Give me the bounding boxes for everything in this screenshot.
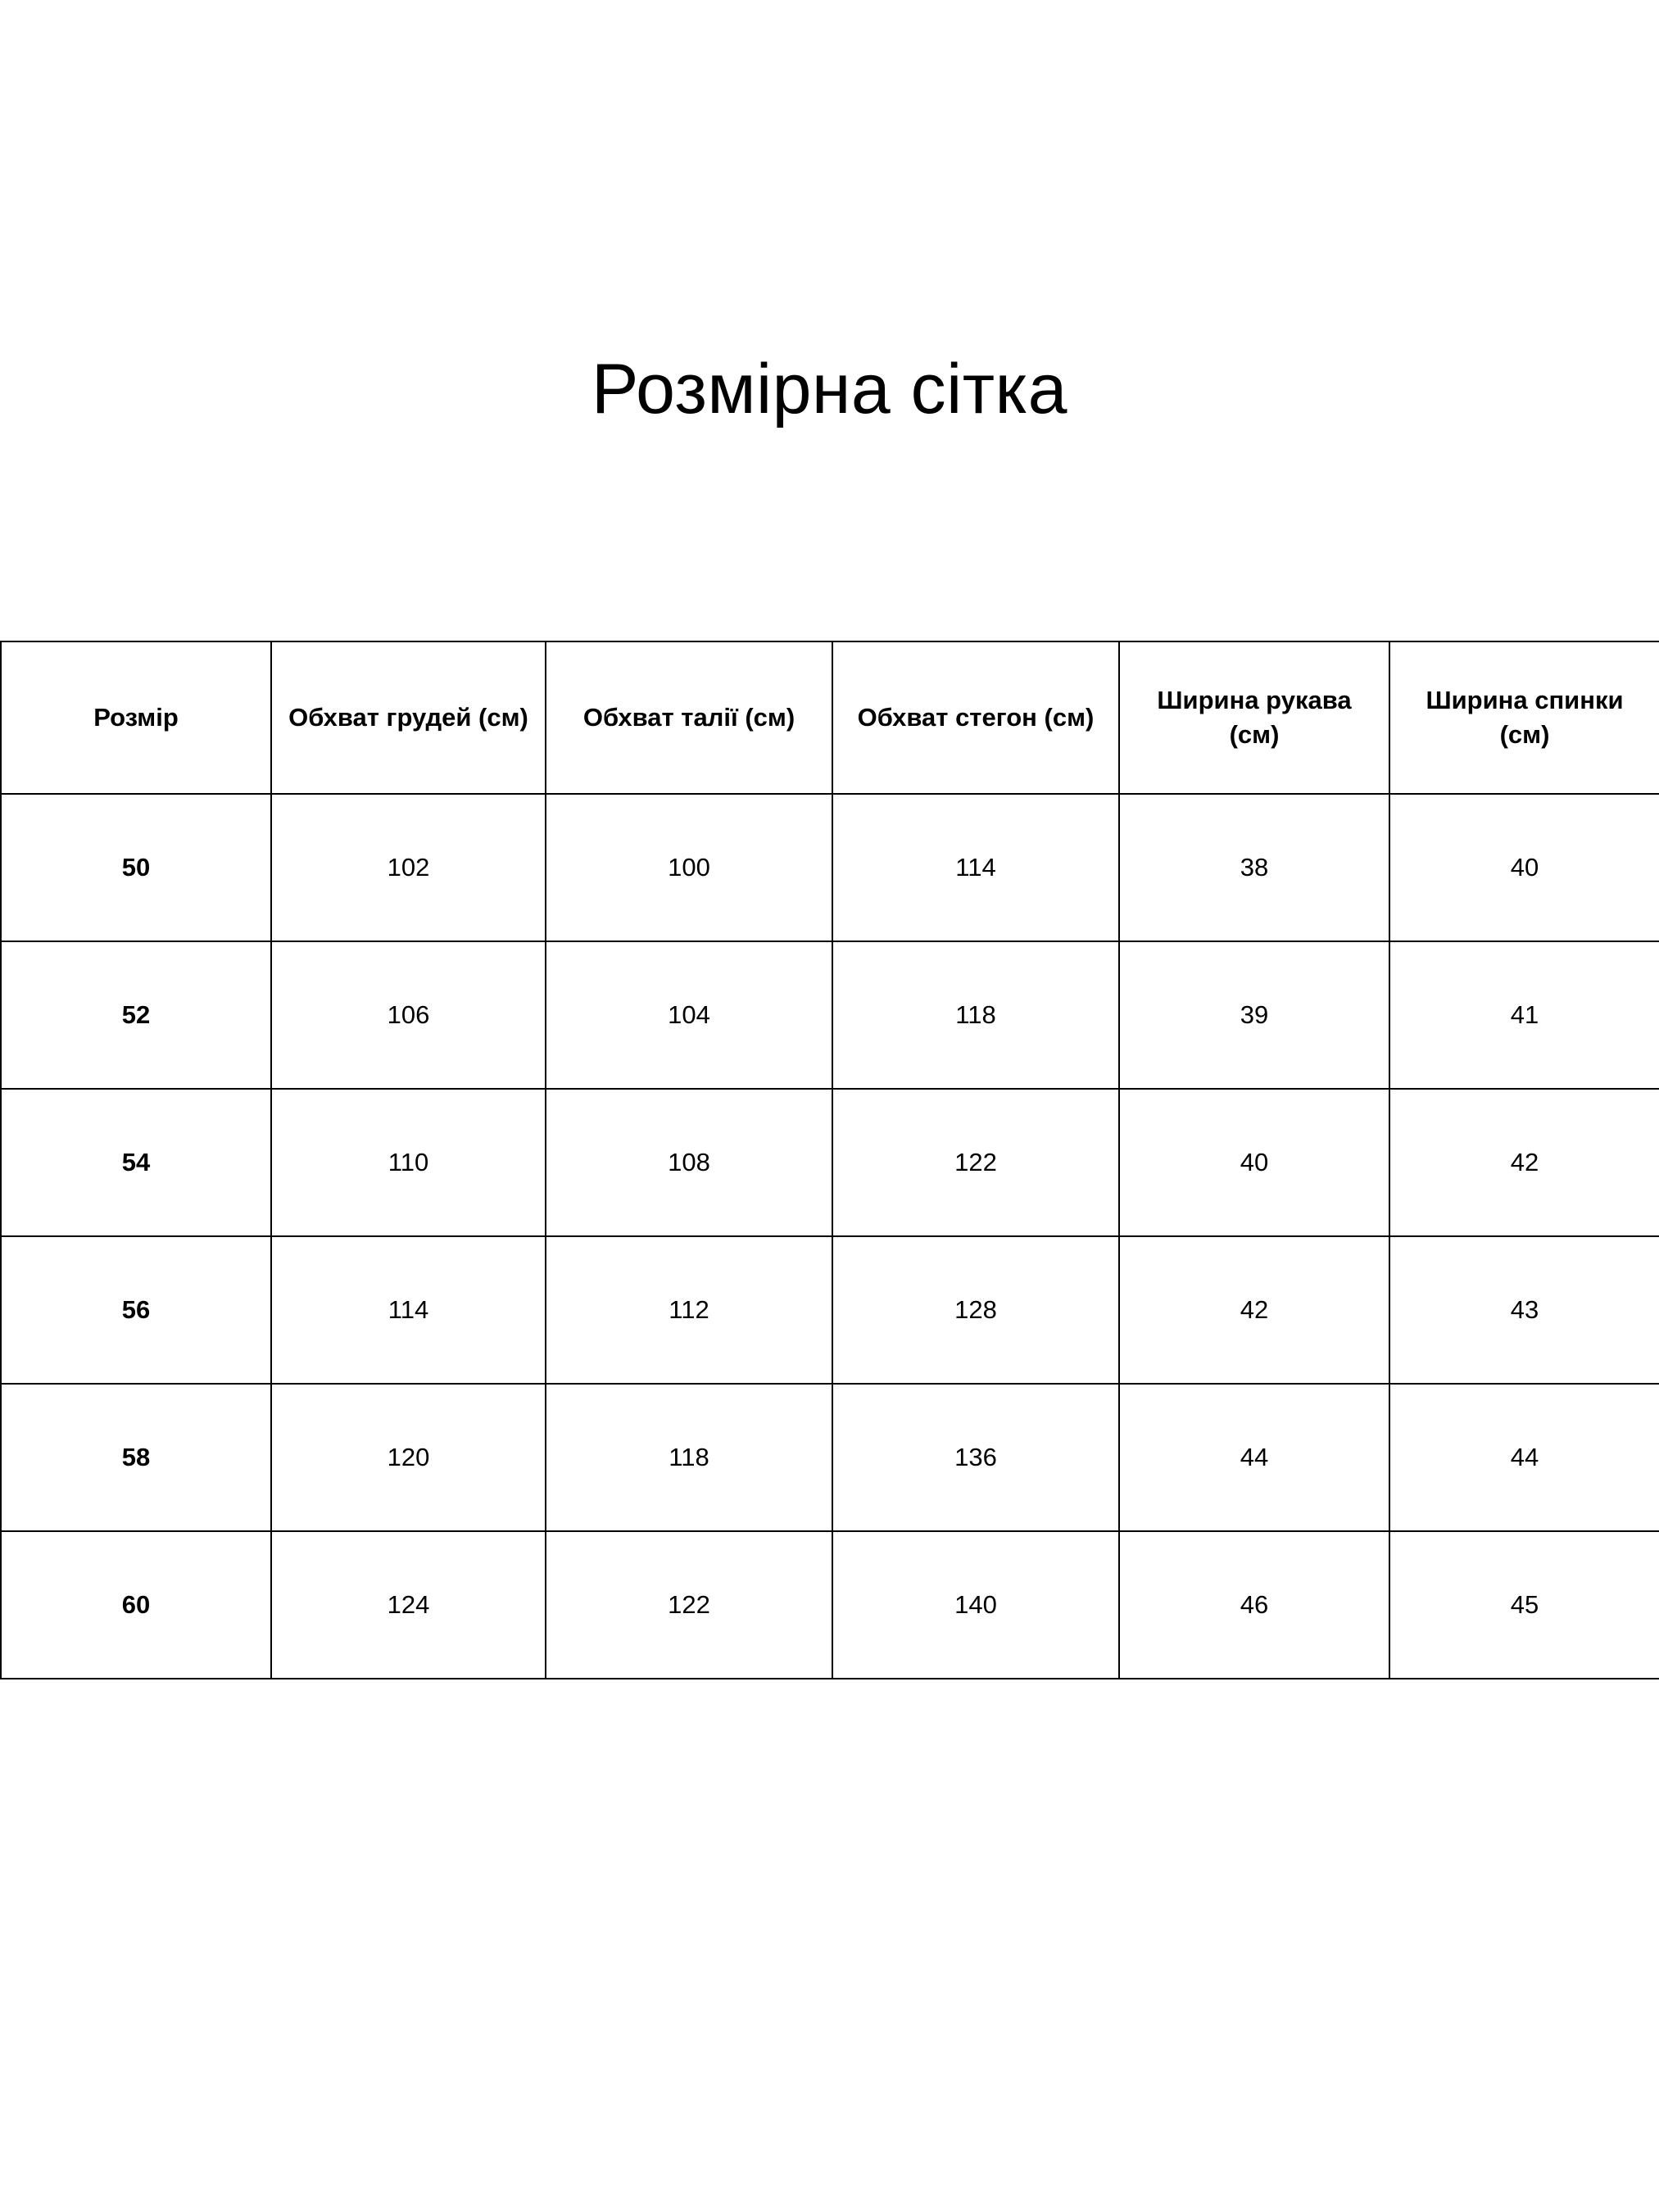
cell-chest: 120 [271,1384,546,1531]
column-header-waist: Обхват талії (см) [546,641,832,794]
column-header-size: Розмір [1,641,271,794]
cell-waist: 122 [546,1531,832,1679]
column-header-hips: Обхват стегон (см) [832,641,1119,794]
cell-hips: 140 [832,1531,1119,1679]
cell-waist: 100 [546,794,832,941]
cell-back-width: 43 [1389,1236,1659,1384]
table-row [1,1236,1659,1384]
cell-hips: 122 [832,1089,1119,1236]
table-body [1,794,1659,1679]
cell-size: 50 [1,794,271,941]
table-row [1,794,1659,941]
page-title: Розмірна сітка [592,349,1067,428]
cell-back-width: 42 [1389,1089,1659,1236]
cell-hips: 118 [832,941,1119,1089]
cell-sleeve-width: 44 [1119,1384,1389,1531]
table-header [1,641,1659,794]
size-chart-table [0,641,1659,1679]
cell-waist: 112 [546,1236,832,1384]
cell-size: 54 [1,1089,271,1236]
cell-chest: 110 [271,1089,546,1236]
cell-size: 56 [1,1236,271,1384]
table-row [1,941,1659,1089]
column-header-chest: Обхват грудей (см) [271,641,546,794]
cell-size: 58 [1,1384,271,1531]
cell-back-width: 41 [1389,941,1659,1089]
cell-size: 60 [1,1531,271,1679]
cell-waist: 104 [546,941,832,1089]
cell-back-width: 40 [1389,794,1659,941]
cell-chest: 102 [271,794,546,941]
cell-sleeve-width: 42 [1119,1236,1389,1384]
cell-size: 52 [1,941,271,1089]
cell-hips: 114 [832,794,1119,941]
cell-hips: 136 [832,1384,1119,1531]
cell-sleeve-width: 39 [1119,941,1389,1089]
cell-back-width: 45 [1389,1531,1659,1679]
cell-sleeve-width: 46 [1119,1531,1389,1679]
table-row [1,1089,1659,1236]
size-chart-container [0,641,1659,1679]
cell-chest: 114 [271,1236,546,1384]
cell-chest: 106 [271,941,546,1089]
cell-waist: 108 [546,1089,832,1236]
cell-back-width: 44 [1389,1384,1659,1531]
table-header-row [1,641,1659,794]
column-header-sleeve-width: Ширина рукава (см) [1119,641,1389,794]
cell-sleeve-width: 38 [1119,794,1389,941]
table-row [1,1531,1659,1679]
cell-chest: 124 [271,1531,546,1679]
cell-hips: 128 [832,1236,1119,1384]
cell-waist: 118 [546,1384,832,1531]
column-header-back-width: Ширина спинки (см) [1389,641,1659,794]
table-row [1,1384,1659,1531]
cell-sleeve-width: 40 [1119,1089,1389,1236]
